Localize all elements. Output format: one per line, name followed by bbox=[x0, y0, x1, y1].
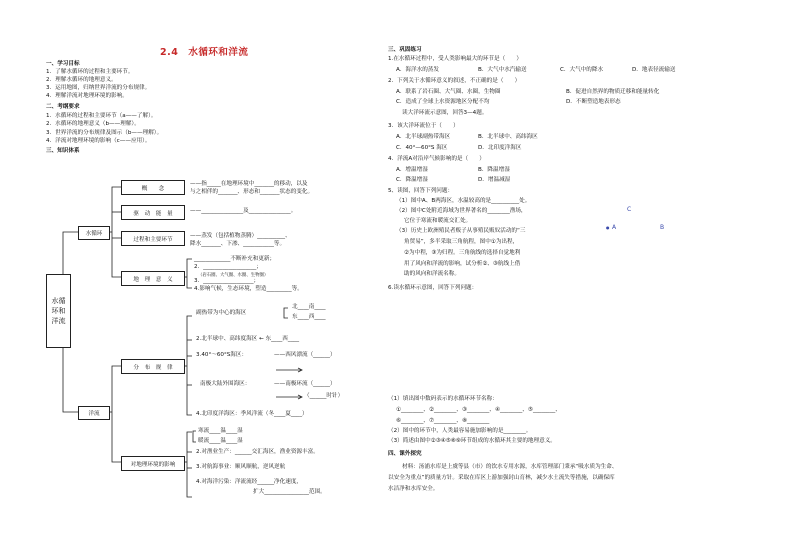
q6-part-1-blanks-a: ①________、②________、③________、④________、⑤________、 bbox=[396, 407, 561, 413]
meaning-3: 3．__________________； bbox=[194, 278, 260, 284]
extension-material-3: 水洁净和水库安全。 bbox=[388, 486, 439, 492]
q2-option-b: B．促进自然界的物质迁移和能量转化 bbox=[566, 89, 660, 95]
distribution-subtropical: 副热带为中心的海区 bbox=[196, 310, 247, 316]
q4-option-d: D．增温减湿 bbox=[478, 177, 511, 183]
q1-option-a: A．海洋水的蒸发 bbox=[396, 67, 439, 73]
distribution-40-60s: 3.40°～60°S海区： bbox=[196, 352, 248, 358]
q5-part-3: （3）历史上欧洲殖民者贩子从事殖民贩奴活动的“三 bbox=[396, 228, 526, 234]
q2-option-a: A．联系了岩石圈、大气圈、水圈，生物圈 bbox=[396, 89, 501, 95]
impact-climate-cold: 寒流____温____湿 bbox=[198, 428, 243, 434]
question-6: 6.读水循环示意图，回答下列问题： bbox=[388, 285, 478, 291]
map-label-a: A bbox=[612, 224, 617, 231]
power-text: ——_______________及_______________。 bbox=[190, 208, 297, 214]
distribution-antarctic-circumpolar: ——南极环流（______） bbox=[274, 381, 336, 387]
q3-option-a: A．北半球副热带海区 bbox=[396, 134, 451, 140]
concept-text-2: 与之相伴的_______、形态和_______状态的变化。 bbox=[190, 189, 314, 195]
requirement-1: 1．水循环的过程和主要环节（a——了解）。 bbox=[46, 113, 157, 119]
question-3: 3．该大洋环流位于（ ） bbox=[388, 123, 459, 129]
extension-material-1: 材料：汤浦水库是上虞等县（市）的饮水专用水源，水库管理部门秉承“吸水质为生命、 bbox=[402, 464, 618, 470]
q5-part-3-line-3: ②为中程，③为归程。三角航线的选择自觉地利 bbox=[404, 250, 521, 256]
objective-3: 3．运用地图，归纳世界洋流的分布规律。 bbox=[46, 85, 151, 91]
root-node: 水循环和洋流 bbox=[46, 274, 71, 348]
meaning-2: 2．___________________； bbox=[194, 264, 262, 270]
question-5: 5、读图，回答下列问题： bbox=[388, 188, 454, 194]
question-2: 2．下列关于水循环意义的叙述，不正确的是（ ） bbox=[388, 78, 521, 84]
objective-2: 2．理解水循环的地理意义。 bbox=[46, 77, 117, 83]
instruction-q3-q4: 读大洋环流示意图，回答3—4题。 bbox=[402, 110, 488, 116]
question-1: 1.在水循环过程中，受人类影响最大的环节是（ ） bbox=[388, 56, 522, 62]
distribution-antarctic-direction: （______时针） bbox=[304, 393, 344, 399]
q4-option-c: C．降温增湿 bbox=[396, 177, 428, 183]
node-ocean-current: 洋流 bbox=[78, 406, 110, 420]
q5-part-2: （2）图中C处附近海域为世界著名的________渔场， bbox=[396, 208, 527, 214]
distribution-subtropical-ns: 北____南____ bbox=[292, 304, 326, 310]
impact-pollution-2: 扩大________________范围。 bbox=[253, 489, 326, 495]
process-text-1: ——蒸发（包括植物蒸腾）__________、 bbox=[190, 233, 291, 239]
concept-text-1: ——指_____在地理环境中_______的移动，以及 bbox=[190, 181, 308, 187]
q5-part-3-line-5: 助的风向和洋流名称。 bbox=[404, 271, 460, 277]
q4-option-b: B．降温增湿 bbox=[478, 167, 510, 173]
meaning-1: _____________不断补充和更新； bbox=[194, 256, 276, 262]
page-title: 2.4 水循环和洋流 bbox=[160, 47, 249, 58]
map-label-c: C bbox=[627, 206, 632, 213]
section-objectives-heading: 一、学习目标 bbox=[46, 61, 80, 67]
q3-option-b: B．北半球中、高纬海区 bbox=[478, 134, 538, 140]
q5-part-1: （1）图中A、B两海区，水温较高的是__________处。 bbox=[396, 198, 531, 204]
meaning-4: 4.影响气候，生态环境，塑造_________等。 bbox=[194, 286, 303, 292]
node-distribution: 分 布 规 律 bbox=[121, 359, 185, 374]
objective-1: 1．了解水循环的过程和主要环节。 bbox=[46, 69, 134, 75]
q6-part-2: （2）图中的环节中，人类最容易施加影响的是________。 bbox=[388, 428, 532, 434]
node-water-cycle: 水循环 bbox=[78, 226, 110, 240]
distribution-subtropical-ew: 东____西____ bbox=[292, 314, 326, 320]
section-extension-heading: 四、课外探究 bbox=[388, 451, 422, 457]
distribution-west-wind-drift: ——西风漂流（______） bbox=[274, 352, 336, 358]
q5-part-2-cont: 它位于寒流和暖流交汇处。 bbox=[404, 218, 472, 224]
question-4: 4．洋流A对沿岸气候影响的是（ ） bbox=[388, 156, 485, 162]
q3-option-c: C．40°—60°S 海区 bbox=[396, 145, 448, 151]
distribution-high-latitude: 2.北半球中、高纬度海区 ← 东____西____ bbox=[196, 336, 300, 342]
q6-part-1: （1）填出图中数码表示的水循环环节名称： bbox=[388, 396, 498, 402]
section-knowledge-heading: 三、知识体系 bbox=[46, 148, 80, 154]
q3-option-d: D．北印度洋海区 bbox=[478, 145, 522, 151]
node-process: 过程和主要环节 bbox=[121, 231, 185, 246]
requirement-4: 4．洋流对地理环境的影响（c——应用）。 bbox=[46, 138, 151, 144]
q5-part-3-line-4: 用了风向和洋流的影响，试分析②、③航线上借 bbox=[404, 261, 521, 267]
requirement-3: 3．世界洋流的分布规律及图示（b——理解）。 bbox=[46, 130, 163, 136]
node-impact: 对地理环境的影响 bbox=[121, 456, 185, 471]
q2-option-c: C．造成了全球上水资源地区分配不均 bbox=[396, 99, 490, 105]
q5-part-3-line-2: 角贸易”，多半采取三角航程，图中①为出程， bbox=[404, 239, 519, 245]
objective-4: 4．理解洋流对地理环境的影响。 bbox=[46, 93, 128, 99]
impact-pollution-1: 4.对海洋污染：洋流流经______净化速度， bbox=[196, 479, 303, 485]
q1-option-c: C．大气中的降水 bbox=[560, 67, 604, 73]
extension-material-2: 以安全为重点”的质量方针。采取在库区上游加强封山育林，减少水土流失等措施，以确保库 bbox=[388, 475, 615, 481]
requirement-2: 2．水循环的地理意义（b——理解）。 bbox=[46, 121, 140, 127]
map-label-b: B bbox=[660, 224, 665, 231]
node-meaning: 地 理 意 义 bbox=[121, 271, 185, 286]
q2-option-d: D．不断塑造地表形态 bbox=[566, 99, 621, 105]
section-practice-heading: 三、巩固练习 bbox=[388, 47, 422, 53]
impact-navigation: 3.对航海事业：顺风顺航，逆风逆航 bbox=[196, 464, 286, 470]
distribution-north-indian: 4.北印度洋海区：季风洋流（冬____夏____） bbox=[196, 411, 308, 417]
node-concept: 概 念 bbox=[121, 180, 185, 195]
node-driving-energy: 驱 动 能 量 bbox=[121, 205, 185, 220]
q1-option-d: D．地表径流输送 bbox=[632, 67, 676, 73]
q6-part-1-blanks-b: ⑥________、⑦________、⑧________ bbox=[396, 418, 490, 424]
process-text-2: 降水_______、下渗、___________等。 bbox=[190, 241, 286, 247]
impact-fishery: 2.对渔业生产：______交汇海区，渔业资源丰富。 bbox=[196, 449, 319, 455]
distribution-antarctic: 南极大陆外围海区： bbox=[200, 381, 251, 387]
q4-option-a: A．增温增湿 bbox=[396, 167, 428, 173]
meaning-note: （岩石圈、大气圈、水圈、生物圈） bbox=[198, 273, 269, 278]
section-requirements-heading: 二、考纲要求 bbox=[46, 104, 80, 110]
q1-option-b: B．大气中水汽输送 bbox=[478, 67, 527, 73]
q6-part-3: （3）简述由图中②③④⑤⑧⑨环节组成的水循环其主要的地理意义。 bbox=[388, 438, 556, 444]
impact-climate-warm: 暖流____温____湿 bbox=[198, 438, 243, 444]
map-point-dot: ● bbox=[606, 225, 610, 230]
